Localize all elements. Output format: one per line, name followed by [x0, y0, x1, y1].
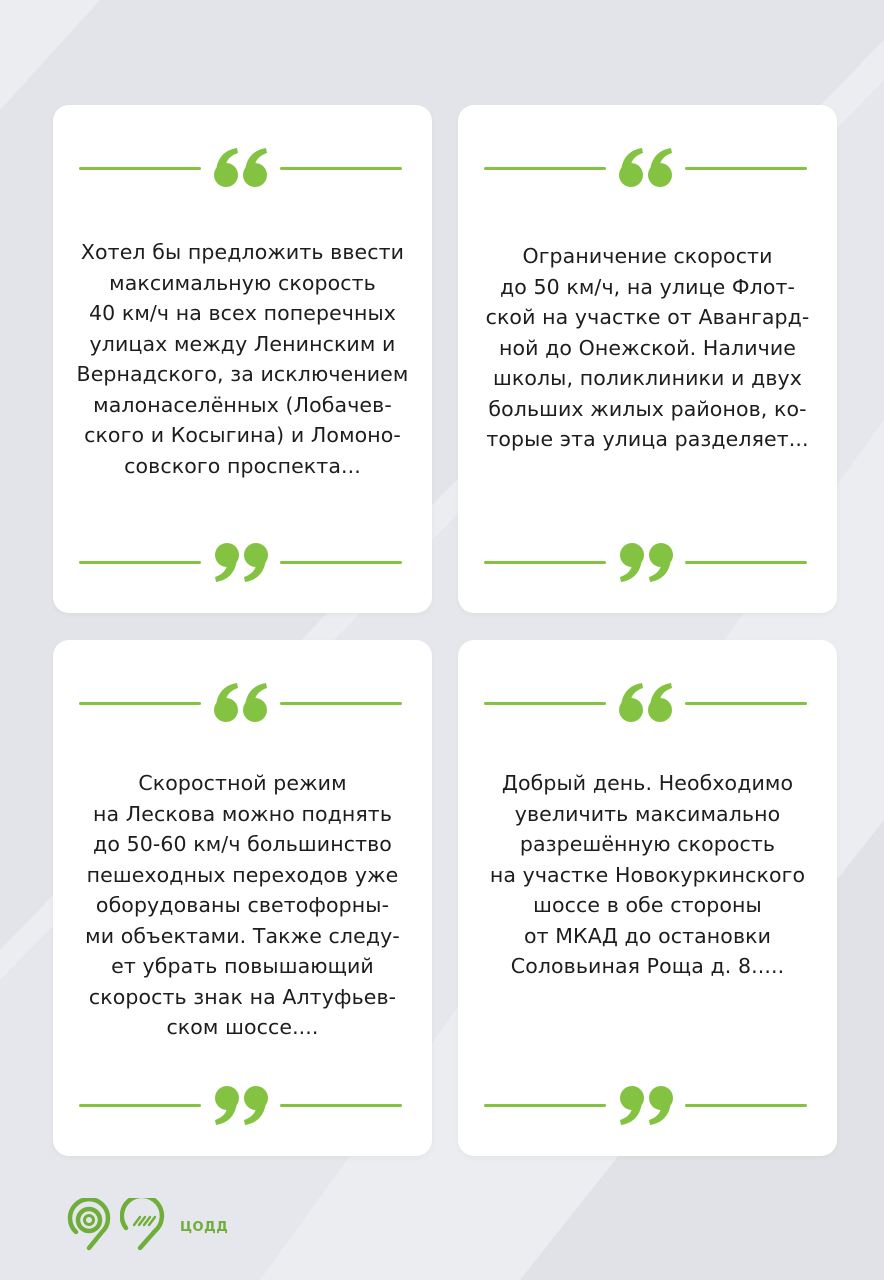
open-quote-row [484, 680, 807, 726]
comment-line: улицах между Ленинским и [89, 331, 396, 356]
divider-line [484, 702, 606, 705]
brand-name: ЦОДД [180, 1219, 229, 1235]
comment-line: от МКАД до остановки [523, 923, 772, 948]
open-quote-row [79, 145, 402, 191]
close-quote-icon [212, 1084, 270, 1126]
comment-line: Вернадского, за исключением [76, 362, 409, 386]
comment-line: Соловьиная Роща д. 8..... [510, 954, 785, 978]
open-quote-icon [617, 682, 675, 724]
comment-text [73, 237, 412, 481]
close-quote-icon [617, 1084, 675, 1126]
comment-line: увеличить максимально [514, 801, 781, 826]
comment-line: разрешённую скорость [519, 832, 776, 856]
comment-line: малонаселённых (Лобачев- [93, 392, 392, 417]
comment-card-4 [458, 640, 837, 1156]
comment-line: до 50 км/ч, на улице Флот- [499, 274, 796, 299]
comment-card-3 [53, 640, 432, 1156]
open-quote-icon [212, 147, 270, 189]
divider-line [79, 1104, 201, 1107]
comment-line: ского и Косыгина) и Ломоно- [84, 423, 401, 447]
comment-line: до 50-60 км/ч большинство [93, 832, 392, 856]
comment-card-2 [458, 105, 837, 613]
comment-line: шоссе в обе стороны [533, 893, 762, 917]
comment-line: ской на участке от Авангард- [485, 305, 810, 329]
divider-line [280, 1104, 402, 1107]
comment-line: торые эта улица разделяет... [486, 427, 809, 451]
footer-logo [66, 1198, 228, 1252]
comment-line: на Лескова можно поднять [92, 801, 393, 826]
comment-line: 40 км/ч на всех поперечных [88, 301, 397, 325]
comment-line: Скоростной режим [138, 771, 347, 795]
comment-line: школы, поликлиники и двух [493, 366, 802, 390]
comment-line: максимальную скорость [109, 270, 376, 295]
close-quote-icon [212, 541, 270, 583]
logo-ring-icon [66, 1198, 112, 1252]
comment-card-1 [53, 105, 432, 613]
open-quote-row [484, 145, 807, 191]
divider-line [79, 167, 201, 170]
comment-line: Хотел бы предложить ввести [80, 240, 405, 264]
divider-line [280, 167, 402, 170]
divider-line [280, 561, 402, 564]
comment-line: совского проспекта... [124, 453, 361, 478]
divider-line [79, 702, 201, 705]
logo-road-icon [120, 1198, 170, 1252]
comment-text [478, 768, 817, 982]
close-quote-row [79, 1082, 402, 1128]
divider-line [685, 561, 807, 564]
comment-line: Ограничение скорости [522, 244, 773, 268]
comment-text [478, 241, 817, 455]
comment-line: на участке Новокуркинского [489, 862, 806, 887]
close-quote-row [484, 539, 807, 585]
open-quote-icon [212, 682, 270, 724]
comment-line: больших жилых районов, ко- [488, 396, 807, 421]
divider-line [484, 167, 606, 170]
comment-line: ной до Онежской. Наличие [498, 335, 797, 360]
divider-line [685, 702, 807, 705]
open-quote-row [79, 680, 402, 726]
divider-line [484, 1104, 606, 1107]
comment-line: ет убрать повышающий [111, 954, 374, 978]
open-quote-icon [617, 147, 675, 189]
comment-line: скорость знак на Алтуфьев- [88, 984, 397, 1009]
comment-line: Добрый день. Необходимо [501, 771, 794, 795]
comment-line: ми объектами. Также следу- [85, 923, 400, 948]
close-quote-icon [617, 541, 675, 583]
comment-text [73, 768, 412, 1043]
divider-line [685, 167, 807, 170]
comment-line: пешеходных переходов уже [86, 862, 399, 887]
divider-line [280, 702, 402, 705]
divider-line [685, 1104, 807, 1107]
close-quote-row [484, 1082, 807, 1128]
close-quote-row [79, 539, 402, 585]
divider-line [484, 561, 606, 564]
divider-line [79, 561, 201, 564]
comment-line: ском шоссе.... [166, 1015, 319, 1039]
comment-line: оборудованы светофорны- [95, 893, 390, 917]
